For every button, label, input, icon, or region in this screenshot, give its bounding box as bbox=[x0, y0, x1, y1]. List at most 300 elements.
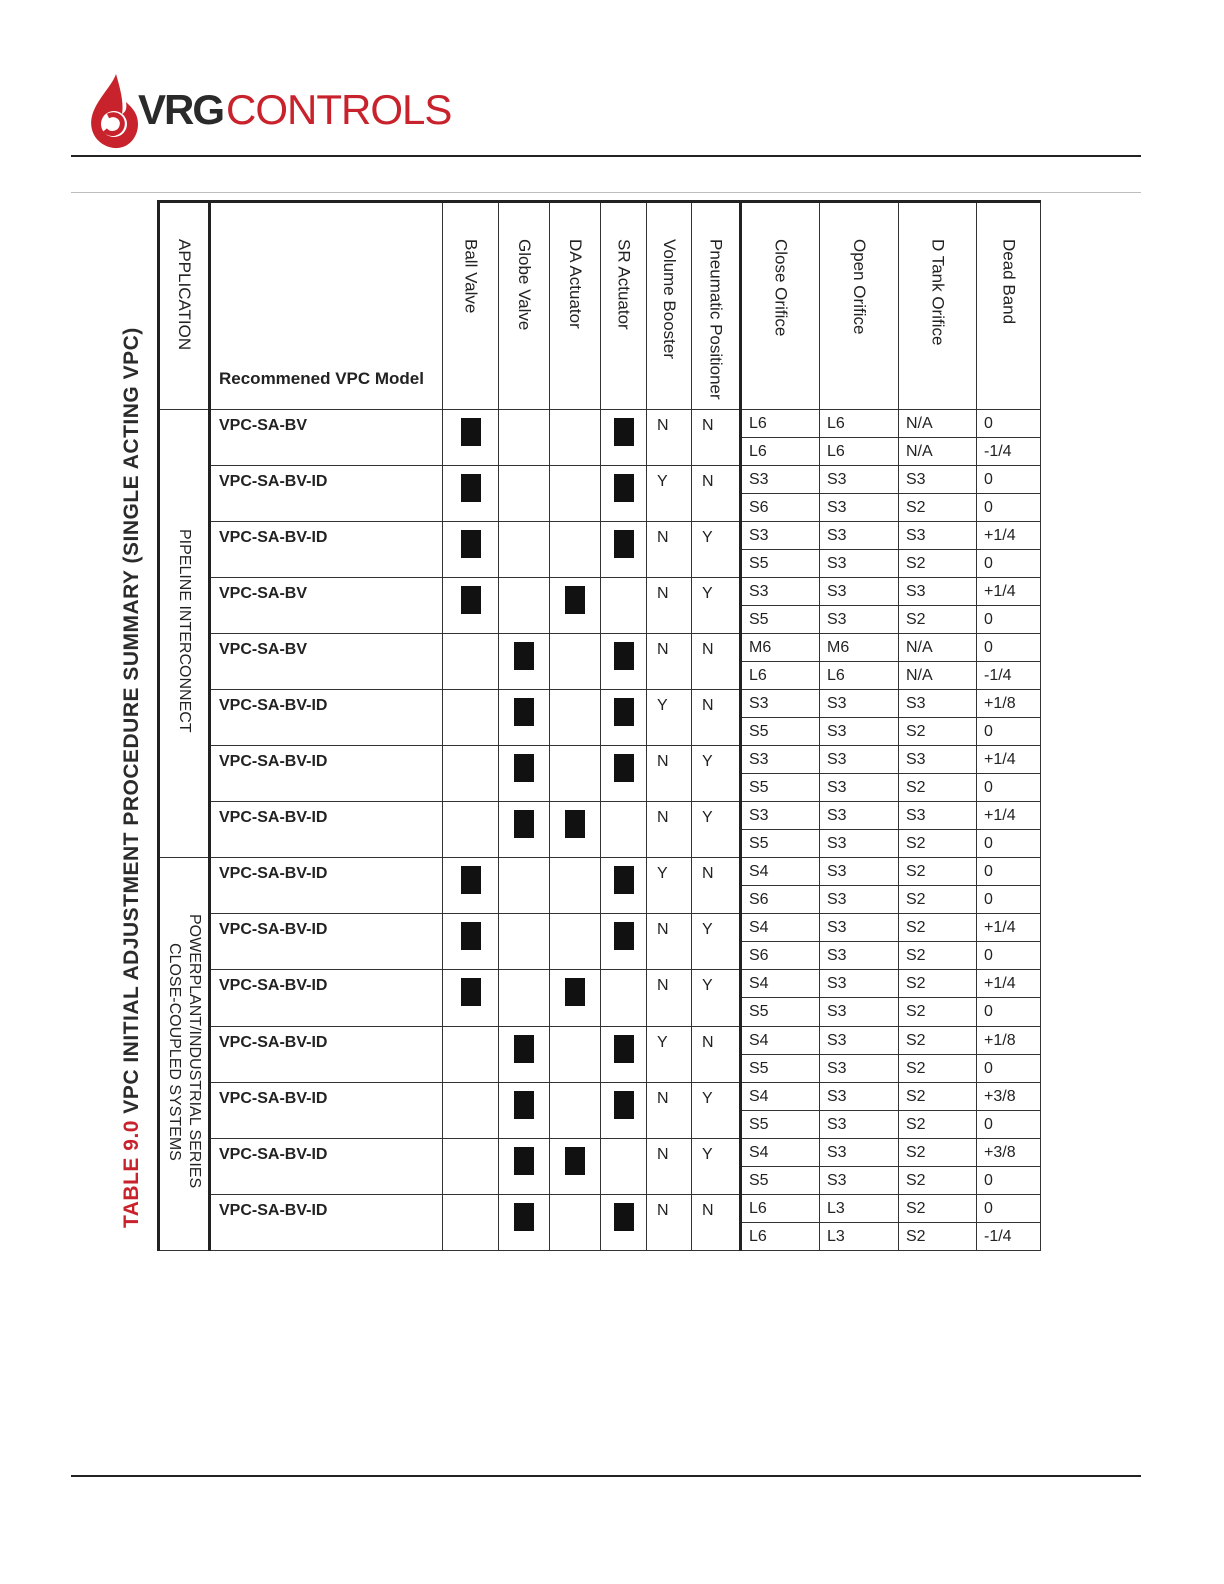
d-tank-orifice-cell: S2 bbox=[899, 1027, 977, 1055]
dead-band-cell: +1/8 bbox=[977, 1027, 1041, 1055]
sr-cell bbox=[601, 970, 647, 1027]
volume-booster-cell: N bbox=[647, 634, 692, 690]
volume-booster-cell: N bbox=[647, 746, 692, 802]
close-orifice-cell: M6 bbox=[741, 634, 820, 662]
d-tank-orifice-cell: S3 bbox=[899, 746, 977, 774]
globe-cell bbox=[499, 970, 550, 1027]
flame-drop-icon bbox=[86, 72, 142, 152]
header-divider bbox=[71, 155, 1141, 157]
ball-cell bbox=[443, 746, 499, 802]
application-powerplant bbox=[159, 858, 210, 1251]
pneumatic-positioner-cell: N bbox=[692, 466, 741, 522]
pneumatic-positioner-cell: N bbox=[692, 634, 741, 690]
table-title-text: VPC INITIAL ADJUSTMENT PROCEDURE SUMMARY (SINGLE ACTING VPC) bbox=[120, 327, 143, 1114]
globe-cell bbox=[499, 858, 550, 914]
filled-checkbox-mark bbox=[461, 474, 481, 502]
header-d-tank-orifice-label: D Tank Orifice bbox=[928, 239, 948, 346]
filled-checkbox-mark bbox=[461, 922, 481, 950]
table-row bbox=[159, 410, 1041, 438]
dead-band-cell: +1/4 bbox=[977, 746, 1041, 774]
open-orifice-cell: S3 bbox=[820, 774, 899, 802]
header-close-orifice bbox=[741, 202, 820, 410]
d-tank-orifice-cell: S3 bbox=[899, 802, 977, 830]
model-cell: VPC-SA-BV-ID bbox=[210, 746, 443, 802]
filled-checkbox-mark bbox=[614, 418, 634, 446]
open-orifice-cell: S3 bbox=[820, 690, 899, 718]
close-orifice-cell: S5 bbox=[741, 1167, 820, 1195]
d-tank-orifice-cell: S2 bbox=[899, 942, 977, 970]
pneumatic-positioner-cell: N bbox=[692, 858, 741, 914]
filled-checkbox-mark bbox=[514, 642, 534, 670]
pneumatic-positioner-cell: Y bbox=[692, 914, 741, 970]
filled-checkbox-mark bbox=[461, 586, 481, 614]
filled-checkbox-mark bbox=[514, 810, 534, 838]
d-tank-orifice-cell: S2 bbox=[899, 550, 977, 578]
da-cell bbox=[550, 858, 601, 914]
dead-band-cell: 0 bbox=[977, 1195, 1041, 1223]
open-orifice-cell: S3 bbox=[820, 998, 899, 1027]
dead-band-cell: 0 bbox=[977, 774, 1041, 802]
ball-cell bbox=[443, 578, 499, 634]
close-orifice-cell: S3 bbox=[741, 690, 820, 718]
d-tank-orifice-cell: S2 bbox=[899, 774, 977, 802]
volume-booster-cell: N bbox=[647, 1083, 692, 1139]
open-orifice-cell: S3 bbox=[820, 1139, 899, 1167]
da-cell bbox=[550, 578, 601, 634]
ball-cell bbox=[443, 970, 499, 1027]
volume-booster-cell: Y bbox=[647, 466, 692, 522]
table-row bbox=[159, 858, 1041, 886]
vrg-controls-logo bbox=[86, 72, 452, 152]
header-application bbox=[159, 202, 210, 410]
table-row bbox=[159, 522, 1041, 550]
da-cell bbox=[550, 1083, 601, 1139]
header-model: Recommened VPC Model bbox=[210, 202, 443, 410]
volume-booster-cell: N bbox=[647, 970, 692, 1027]
dead-band-cell: 0 bbox=[977, 466, 1041, 494]
d-tank-orifice-cell: N/A bbox=[899, 410, 977, 438]
sr-cell bbox=[601, 802, 647, 858]
sr-cell bbox=[601, 578, 647, 634]
header-globe-valve-label: Globe Valve bbox=[515, 239, 534, 331]
model-cell: VPC-SA-BV bbox=[210, 634, 443, 690]
d-tank-orifice-cell: N/A bbox=[899, 438, 977, 466]
close-orifice-cell: S6 bbox=[741, 886, 820, 914]
filled-checkbox-mark bbox=[614, 698, 634, 726]
model-cell: VPC-SA-BV-ID bbox=[210, 690, 443, 746]
globe-cell bbox=[499, 746, 550, 802]
model-cell: VPC-SA-BV-ID bbox=[210, 970, 443, 1027]
ball-cell bbox=[443, 802, 499, 858]
dead-band-cell: +1/4 bbox=[977, 914, 1041, 942]
header-ball-valve-label: Ball Valve bbox=[461, 239, 481, 314]
close-orifice-cell: S6 bbox=[741, 494, 820, 522]
open-orifice-cell: S3 bbox=[820, 1083, 899, 1111]
volume-booster-cell: N bbox=[647, 522, 692, 578]
open-orifice-cell: S3 bbox=[820, 606, 899, 634]
dead-band-cell: -1/4 bbox=[977, 662, 1041, 690]
d-tank-orifice-cell: S2 bbox=[899, 998, 977, 1027]
ball-cell bbox=[443, 858, 499, 914]
pneumatic-positioner-cell: N bbox=[692, 410, 741, 466]
table-row bbox=[159, 914, 1041, 942]
brand-name-light: CONTROLS bbox=[226, 86, 452, 133]
sr-cell bbox=[601, 634, 647, 690]
open-orifice-cell: S3 bbox=[820, 914, 899, 942]
ball-cell bbox=[443, 410, 499, 466]
filled-checkbox-mark bbox=[565, 810, 585, 838]
pneumatic-positioner-cell: Y bbox=[692, 746, 741, 802]
sr-cell bbox=[601, 466, 647, 522]
d-tank-orifice-cell: S2 bbox=[899, 1055, 977, 1083]
dead-band-cell: 0 bbox=[977, 550, 1041, 578]
close-orifice-cell: S5 bbox=[741, 550, 820, 578]
ball-cell bbox=[443, 1195, 499, 1251]
pneumatic-positioner-cell: Y bbox=[692, 578, 741, 634]
table-row bbox=[159, 746, 1041, 774]
open-orifice-cell: S3 bbox=[820, 746, 899, 774]
dead-band-cell: -1/4 bbox=[977, 438, 1041, 466]
table-title bbox=[120, 327, 144, 1228]
dead-band-cell: 0 bbox=[977, 634, 1041, 662]
sr-cell bbox=[601, 858, 647, 914]
volume-booster-cell: N bbox=[647, 1139, 692, 1195]
da-cell bbox=[550, 466, 601, 522]
volume-booster-cell: N bbox=[647, 578, 692, 634]
application-pipeline bbox=[159, 410, 210, 858]
globe-cell bbox=[499, 690, 550, 746]
pneumatic-positioner-cell: N bbox=[692, 1195, 741, 1251]
d-tank-orifice-cell: S2 bbox=[899, 858, 977, 886]
pneumatic-positioner-cell: Y bbox=[692, 802, 741, 858]
close-orifice-cell: S5 bbox=[741, 998, 820, 1027]
filled-checkbox-mark bbox=[614, 642, 634, 670]
d-tank-orifice-cell: S3 bbox=[899, 578, 977, 606]
volume-booster-cell: Y bbox=[647, 690, 692, 746]
close-orifice-cell: L6 bbox=[741, 662, 820, 690]
filled-checkbox-mark bbox=[514, 1035, 534, 1063]
header-globe-valve bbox=[499, 202, 550, 410]
model-cell: VPC-SA-BV bbox=[210, 578, 443, 634]
globe-cell bbox=[499, 1139, 550, 1195]
open-orifice-cell: S3 bbox=[820, 802, 899, 830]
sr-cell bbox=[601, 914, 647, 970]
header-pneumatic-line2: Positioner bbox=[706, 324, 726, 400]
globe-cell bbox=[499, 1083, 550, 1139]
open-orifice-cell: L3 bbox=[820, 1223, 899, 1251]
filled-checkbox-mark bbox=[514, 754, 534, 782]
header-ball-valve bbox=[443, 202, 499, 410]
da-cell bbox=[550, 634, 601, 690]
open-orifice-cell: L6 bbox=[820, 662, 899, 690]
dead-band-cell: 0 bbox=[977, 1111, 1041, 1139]
dead-band-cell: 0 bbox=[977, 858, 1041, 886]
dead-band-cell: 0 bbox=[977, 606, 1041, 634]
application-powerplant-line-1: POWERPLANT/INDUSTRIAL SERIES bbox=[186, 914, 203, 1189]
close-orifice-cell: S3 bbox=[741, 522, 820, 550]
open-orifice-cell: S3 bbox=[820, 718, 899, 746]
d-tank-orifice-cell: S2 bbox=[899, 494, 977, 522]
pneumatic-positioner-cell: N bbox=[692, 1027, 741, 1083]
d-tank-orifice-cell: S3 bbox=[899, 690, 977, 718]
globe-cell bbox=[499, 914, 550, 970]
volume-booster-cell: Y bbox=[647, 1027, 692, 1083]
close-orifice-cell: S3 bbox=[741, 746, 820, 774]
ball-cell bbox=[443, 1139, 499, 1195]
d-tank-orifice-cell: S2 bbox=[899, 718, 977, 746]
sr-cell bbox=[601, 1195, 647, 1251]
filled-checkbox-mark bbox=[461, 866, 481, 894]
close-orifice-cell: S5 bbox=[741, 830, 820, 858]
open-orifice-cell: S3 bbox=[820, 522, 899, 550]
open-orifice-cell: S3 bbox=[820, 942, 899, 970]
globe-cell bbox=[499, 522, 550, 578]
d-tank-orifice-cell: N/A bbox=[899, 634, 977, 662]
filled-checkbox-mark bbox=[614, 1035, 634, 1063]
close-orifice-cell: S5 bbox=[741, 606, 820, 634]
filled-checkbox-mark bbox=[614, 474, 634, 502]
footer-divider bbox=[71, 1475, 1141, 1477]
table-row bbox=[159, 690, 1041, 718]
open-orifice-cell: S3 bbox=[820, 886, 899, 914]
da-cell bbox=[550, 746, 601, 802]
close-orifice-cell: S4 bbox=[741, 1139, 820, 1167]
open-orifice-cell: S3 bbox=[820, 858, 899, 886]
filled-checkbox-mark bbox=[614, 866, 634, 894]
dead-band-cell: 0 bbox=[977, 410, 1041, 438]
da-cell bbox=[550, 802, 601, 858]
close-orifice-cell: L6 bbox=[741, 438, 820, 466]
filled-checkbox-mark bbox=[565, 978, 585, 1006]
close-orifice-cell: S4 bbox=[741, 858, 820, 886]
open-orifice-cell: S3 bbox=[820, 1111, 899, 1139]
dead-band-cell: 0 bbox=[977, 494, 1041, 522]
close-orifice-cell: S4 bbox=[741, 1083, 820, 1111]
ball-cell bbox=[443, 1027, 499, 1083]
close-orifice-cell: S5 bbox=[741, 1111, 820, 1139]
close-orifice-cell: S5 bbox=[741, 718, 820, 746]
table-row bbox=[159, 1083, 1041, 1111]
open-orifice-cell: S3 bbox=[820, 494, 899, 522]
ball-cell bbox=[443, 1083, 499, 1139]
application-pipeline-label bbox=[174, 529, 194, 733]
volume-booster-cell: N bbox=[647, 410, 692, 466]
table-row bbox=[159, 1195, 1041, 1223]
globe-cell bbox=[499, 1195, 550, 1251]
model-cell: VPC-SA-BV-ID bbox=[210, 522, 443, 578]
open-orifice-cell: M6 bbox=[820, 634, 899, 662]
sr-cell bbox=[601, 522, 647, 578]
header-pneumatic-line1: Pneumatic bbox=[706, 239, 726, 320]
table-row bbox=[159, 634, 1041, 662]
volume-booster-cell: N bbox=[647, 1195, 692, 1251]
model-cell: VPC-SA-BV-ID bbox=[210, 1083, 443, 1139]
header-sr-actuator bbox=[601, 202, 647, 410]
sr-cell bbox=[601, 1139, 647, 1195]
model-cell: VPC-SA-BV-ID bbox=[210, 1027, 443, 1083]
da-cell bbox=[550, 914, 601, 970]
d-tank-orifice-cell: S2 bbox=[899, 914, 977, 942]
close-orifice-cell: S4 bbox=[741, 1027, 820, 1055]
brand-name-bold: VRG bbox=[138, 86, 224, 133]
model-cell: VPC-SA-BV-ID bbox=[210, 1195, 443, 1251]
close-orifice-cell: S4 bbox=[741, 914, 820, 942]
da-cell bbox=[550, 1195, 601, 1251]
dead-band-cell: 0 bbox=[977, 718, 1041, 746]
filled-checkbox-mark bbox=[614, 530, 634, 558]
ball-cell bbox=[443, 522, 499, 578]
close-orifice-cell: S4 bbox=[741, 970, 820, 998]
d-tank-orifice-cell: S3 bbox=[899, 522, 977, 550]
volume-booster-cell: N bbox=[647, 914, 692, 970]
table-row bbox=[159, 1027, 1041, 1055]
ball-cell bbox=[443, 466, 499, 522]
filled-checkbox-mark bbox=[614, 922, 634, 950]
model-cell: VPC-SA-BV-ID bbox=[210, 858, 443, 914]
filled-checkbox-mark bbox=[514, 1203, 534, 1231]
table-number: TABLE 9.0 bbox=[120, 1120, 143, 1228]
d-tank-orifice-cell: S3 bbox=[899, 466, 977, 494]
application-powerplant-line-2: CLOSE-COUPLED SYSTEMS bbox=[166, 942, 183, 1161]
dead-band-cell: 0 bbox=[977, 1055, 1041, 1083]
globe-cell bbox=[499, 634, 550, 690]
close-orifice-cell: S3 bbox=[741, 466, 820, 494]
sr-cell bbox=[601, 1083, 647, 1139]
dead-band-cell: 0 bbox=[977, 1167, 1041, 1195]
pneumatic-positioner-cell: Y bbox=[692, 1083, 741, 1139]
open-orifice-cell: L3 bbox=[820, 1195, 899, 1223]
table-row bbox=[159, 578, 1041, 606]
open-orifice-cell: S3 bbox=[820, 1167, 899, 1195]
da-cell bbox=[550, 1139, 601, 1195]
sr-cell bbox=[601, 690, 647, 746]
model-cell: VPC-SA-BV-ID bbox=[210, 914, 443, 970]
model-cell: VPC-SA-BV bbox=[210, 410, 443, 466]
globe-cell bbox=[499, 410, 550, 466]
globe-cell bbox=[499, 578, 550, 634]
header-dead-band-label: Dead Band bbox=[999, 239, 1019, 325]
filled-checkbox-mark bbox=[565, 1147, 585, 1175]
d-tank-orifice-cell: S2 bbox=[899, 1083, 977, 1111]
table-row bbox=[159, 1139, 1041, 1167]
dead-band-cell: +1/4 bbox=[977, 522, 1041, 550]
header-volume-booster-label: Volume Booster bbox=[660, 239, 679, 360]
open-orifice-cell: S3 bbox=[820, 466, 899, 494]
d-tank-orifice-cell: S2 bbox=[899, 886, 977, 914]
da-cell bbox=[550, 410, 601, 466]
open-orifice-cell: S3 bbox=[820, 1027, 899, 1055]
close-orifice-cell: S6 bbox=[741, 942, 820, 970]
table-row bbox=[159, 970, 1041, 998]
dead-band-cell: 0 bbox=[977, 998, 1041, 1027]
volume-booster-cell: N bbox=[647, 802, 692, 858]
header-sr-actuator-label: SR Actuator bbox=[614, 239, 634, 330]
d-tank-orifice-cell: S2 bbox=[899, 970, 977, 998]
filled-checkbox-mark bbox=[461, 978, 481, 1006]
filled-checkbox-mark bbox=[614, 754, 634, 782]
open-orifice-cell: S3 bbox=[820, 578, 899, 606]
d-tank-orifice-cell: N/A bbox=[899, 662, 977, 690]
dead-band-cell: 0 bbox=[977, 942, 1041, 970]
ball-cell bbox=[443, 690, 499, 746]
ball-cell bbox=[443, 634, 499, 690]
adjustment-summary-table bbox=[157, 200, 1041, 1251]
header-da-actuator-label: DA Actuator bbox=[566, 239, 585, 329]
dead-band-cell: 0 bbox=[977, 886, 1041, 914]
dead-band-cell: 0 bbox=[977, 830, 1041, 858]
globe-cell bbox=[499, 466, 550, 522]
pneumatic-positioner-cell: N bbox=[692, 690, 741, 746]
header-open-orifice-label: Open Orifice bbox=[850, 239, 869, 335]
header-close-orifice-label: Close Orifice bbox=[771, 239, 791, 337]
d-tank-orifice-cell: S2 bbox=[899, 1139, 977, 1167]
open-orifice-cell: S3 bbox=[820, 970, 899, 998]
application-pipeline-line-1: PIPELINE INTERCONNECT bbox=[176, 529, 193, 733]
d-tank-orifice-cell: S2 bbox=[899, 1223, 977, 1251]
model-cell: VPC-SA-BV-ID bbox=[210, 1139, 443, 1195]
sr-cell bbox=[601, 1027, 647, 1083]
d-tank-orifice-cell: S2 bbox=[899, 1111, 977, 1139]
open-orifice-cell: S3 bbox=[820, 1055, 899, 1083]
filled-checkbox-mark bbox=[514, 698, 534, 726]
close-orifice-cell: S3 bbox=[741, 802, 820, 830]
header-application-label: APPLICATION bbox=[175, 239, 194, 351]
d-tank-orifice-cell: S2 bbox=[899, 830, 977, 858]
header-open-orifice bbox=[820, 202, 899, 410]
filled-checkbox-mark bbox=[514, 1147, 534, 1175]
dead-band-cell: +1/4 bbox=[977, 802, 1041, 830]
header-volume-booster bbox=[647, 202, 692, 410]
pneumatic-positioner-cell: Y bbox=[692, 1139, 741, 1195]
filled-checkbox-mark bbox=[514, 1091, 534, 1119]
header-da-actuator bbox=[550, 202, 601, 410]
globe-cell bbox=[499, 802, 550, 858]
close-orifice-cell: L6 bbox=[741, 1195, 820, 1223]
close-orifice-cell: L6 bbox=[741, 1223, 820, 1251]
header-pneumatic-positioner-label bbox=[706, 239, 726, 400]
open-orifice-cell: S3 bbox=[820, 550, 899, 578]
close-orifice-cell: S5 bbox=[741, 1055, 820, 1083]
pneumatic-positioner-cell: Y bbox=[692, 970, 741, 1027]
table-row bbox=[159, 802, 1041, 830]
open-orifice-cell: S3 bbox=[820, 830, 899, 858]
dead-band-cell: +3/8 bbox=[977, 1139, 1041, 1167]
da-cell bbox=[550, 690, 601, 746]
header-pneumatic-positioner bbox=[692, 202, 741, 410]
d-tank-orifice-cell: S2 bbox=[899, 606, 977, 634]
filled-checkbox-mark bbox=[461, 530, 481, 558]
ball-cell bbox=[443, 914, 499, 970]
application-powerplant-label bbox=[164, 914, 204, 1188]
pneumatic-positioner-cell: Y bbox=[692, 522, 741, 578]
open-orifice-cell: L6 bbox=[820, 410, 899, 438]
table-row bbox=[159, 466, 1041, 494]
filled-checkbox-mark bbox=[461, 418, 481, 446]
filled-checkbox-mark bbox=[614, 1091, 634, 1119]
da-cell bbox=[550, 970, 601, 1027]
dead-band-cell: +1/4 bbox=[977, 578, 1041, 606]
da-cell bbox=[550, 1027, 601, 1083]
header-thin-divider bbox=[71, 192, 1141, 193]
volume-booster-cell: Y bbox=[647, 858, 692, 914]
sr-cell bbox=[601, 410, 647, 466]
dead-band-cell: +1/4 bbox=[977, 970, 1041, 998]
open-orifice-cell: L6 bbox=[820, 438, 899, 466]
model-cell: VPC-SA-BV-ID bbox=[210, 466, 443, 522]
dead-band-cell: +3/8 bbox=[977, 1083, 1041, 1111]
close-orifice-cell: L6 bbox=[741, 410, 820, 438]
dead-band-cell: -1/4 bbox=[977, 1223, 1041, 1251]
